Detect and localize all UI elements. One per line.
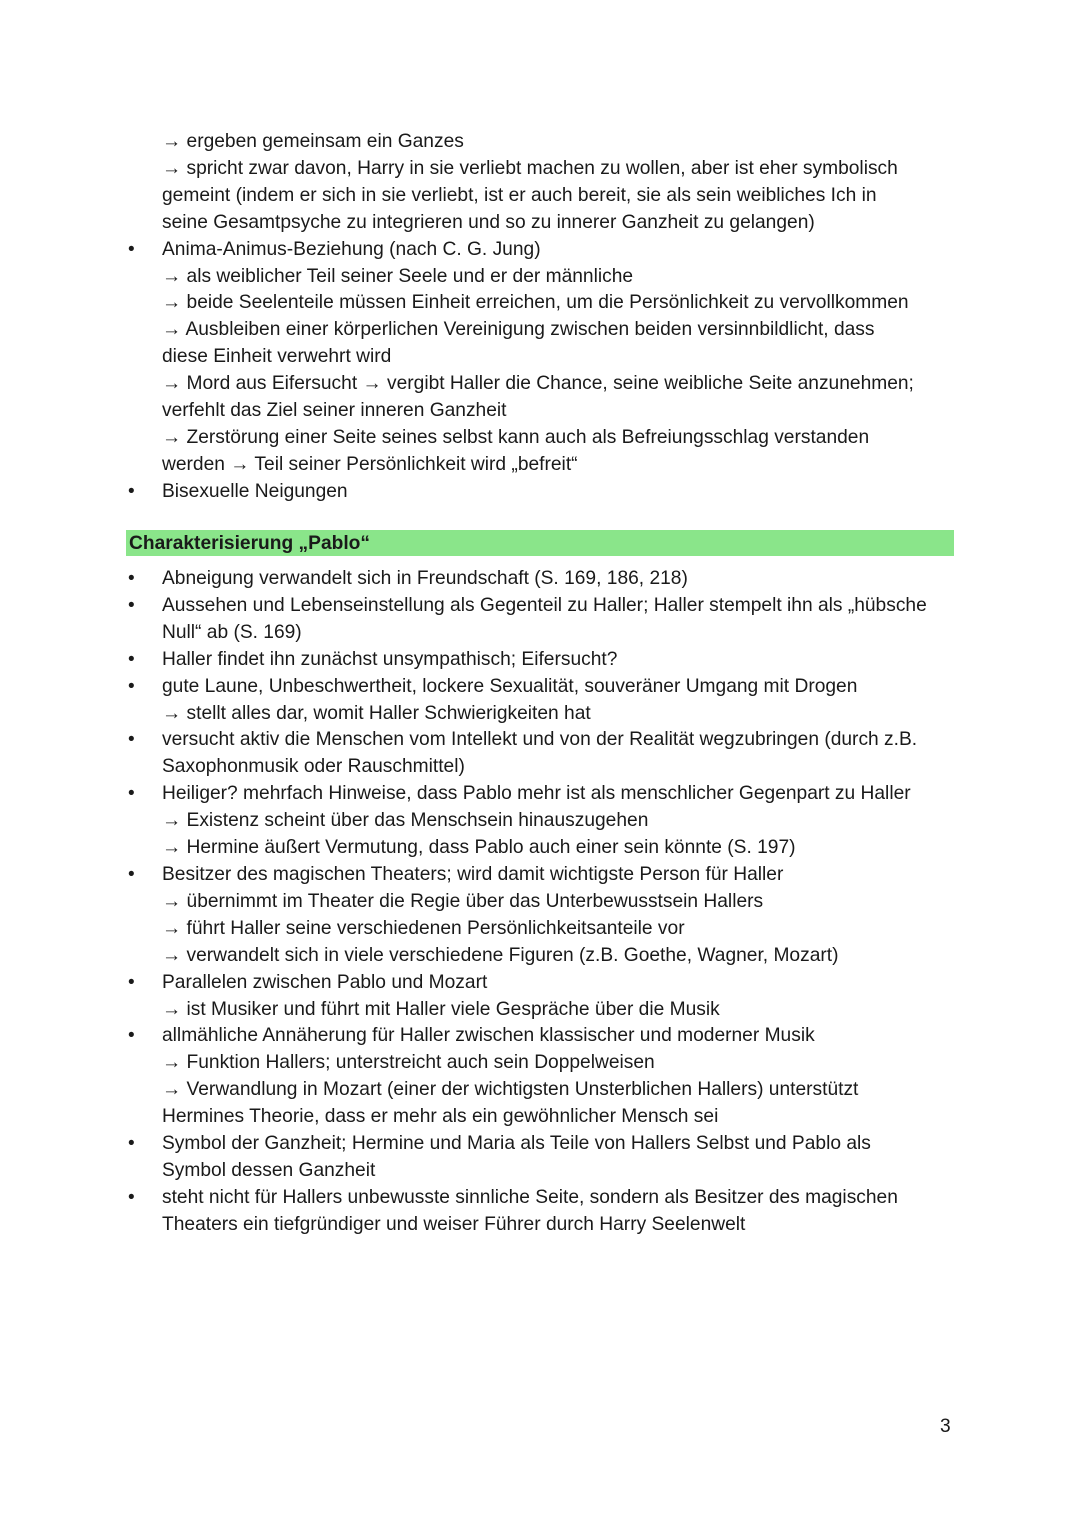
bullet-icon: •	[128, 480, 135, 502]
text-line: steht nicht für Hallers unbewusste sinnliche Seite, sondern als Besitzer des magischen	[162, 1186, 898, 1208]
text-line: gute Laune, Unbeschwertheit, lockere Sexualität, souveräner Umgang mit Drogen	[162, 675, 858, 697]
list-item	[128, 566, 958, 593]
text-line: diese Einheit verwehrt wird	[162, 346, 392, 368]
list-item	[128, 970, 958, 1024]
text-line: Symbol der Ganzheit; Hermine und Maria als Teile von Hallers Selbst und Pablo als	[162, 1133, 871, 1155]
text-line: werden → Teil seiner Persönlichkeit wird „befreit“	[162, 453, 578, 475]
bullet-icon: •	[128, 783, 135, 805]
list-item	[128, 1185, 958, 1239]
bullet-icon: •	[128, 675, 135, 697]
list-item	[128, 479, 958, 506]
text-line: → Mord aus Eifersucht → vergibt Haller die Chance, seine weibliche Seite anzunehmen;	[162, 373, 914, 395]
text-line: Hermines Theorie, dass er mehr als ein gewöhnlicher Mensch sei	[162, 1106, 719, 1128]
text-line: → Verwandlung in Mozart (einer der wichtigsten Unsterblichen Hallers) unterstützt	[162, 1079, 859, 1101]
text-line: verfehlt das Ziel seiner inneren Ganzheit	[162, 400, 507, 422]
text-line: → Ausbleiben einer körperlichen Vereinigung zwischen beiden versinnbildlicht, dass	[162, 319, 875, 341]
text-line: → spricht zwar davon, Harry in sie verliebt machen zu wollen, aber ist eher symbolisch	[162, 157, 898, 179]
bullet-icon: •	[128, 971, 135, 993]
list-item	[128, 674, 958, 728]
bullet-icon: •	[128, 729, 135, 751]
list-item	[128, 727, 958, 781]
text-line: Haller findet ihn zunächst unsympathisch; Eifersucht?	[162, 648, 618, 670]
text-line: → führt Haller seine verschiedenen Persönlichkeitsanteile vor	[162, 917, 685, 939]
text-line: → beide Seelenteile müssen Einheit erreichen, um die Persönlichkeit zu vervollkommen	[162, 292, 909, 314]
text-line: Saxophonmusik oder Rauschmittel)	[162, 756, 465, 778]
continuation-item	[128, 129, 958, 237]
text-line: Besitzer des magischen Theaters; wird damit wichtigste Person für Haller	[162, 863, 784, 885]
top-section	[128, 129, 958, 506]
bullet-icon: •	[128, 568, 135, 589]
text-line: → Funktion Hallers; unterstreicht auch sein Doppelweisen	[162, 1052, 655, 1074]
text-line: Symbol dessen Ganzheit	[162, 1159, 376, 1181]
list-item	[128, 1023, 958, 1131]
text-line: → Hermine äußert Vermutung, dass Pablo auch einer sein könnte (S. 197)	[162, 837, 796, 859]
text-line: Aussehen und Lebenseinstellung als Gegenteil zu Haller; Haller stempelt ihn als „hübsche	[162, 594, 927, 616]
text-line: Null“ ab (S. 169)	[162, 621, 302, 643]
text-line: gemeint (indem er sich in sie verliebt, ist er auch bereit, sie als sein weibliches Ich in	[162, 184, 877, 206]
text-line: Parallelen zwischen Pablo und Mozart	[162, 971, 488, 993]
text-line: → verwandelt sich in viele verschiedene Figuren (z.B. Goethe, Wagner, Mozart)	[162, 944, 839, 966]
text-line: Anima-Animus-Beziehung (nach C. G. Jung)	[162, 238, 541, 260]
bullet-icon: •	[128, 594, 135, 616]
section-heading: Charakterisierung „Pablo“	[126, 530, 954, 556]
text-line: → übernimmt im Theater die Regie über das Unterbewusstsein Hallers	[162, 890, 764, 912]
list-item	[128, 862, 958, 970]
list-item	[128, 593, 958, 647]
text-line: Theaters ein tiefgründiger und weiser Führer durch Harry Seelenwelt	[162, 1213, 746, 1235]
bullet-icon: •	[128, 238, 135, 260]
text-line: → als weiblicher Teil seiner Seele und er der männliche	[162, 265, 634, 287]
text-line: → ist Musiker und führt mit Haller viele Gespräche über die Musik	[162, 998, 720, 1020]
text-line: → ergeben gemeinsam ein Ganzes	[162, 131, 464, 152]
list-item	[128, 781, 958, 862]
bullet-icon: •	[128, 1186, 135, 1208]
pablo-section	[128, 566, 958, 1239]
bullet-icon: •	[128, 1025, 135, 1047]
list-item	[128, 647, 958, 674]
text-line: Abneigung verwandelt sich in Freundschaft (S. 169, 186, 218)	[162, 568, 688, 589]
text-line: → Zerstörung einer Seite seines selbst kann auch als Befreiungsschlag verstanden	[162, 426, 870, 448]
text-line: versucht aktiv die Menschen vom Intellekt und von der Realität wegzubringen (durch z.B.	[162, 729, 918, 751]
text-line: → stellt alles dar, womit Haller Schwierigkeiten hat	[162, 702, 591, 724]
text-line: → Existenz scheint über das Menschsein hinauszugehen	[162, 810, 649, 832]
list-item	[128, 237, 958, 479]
text-line: seine Gesamtpsyche zu integrieren und so zu innerer Ganzheit zu gelangen)	[162, 211, 815, 233]
list-item	[128, 1131, 958, 1185]
text-line: allmähliche Annäherung für Haller zwischen klassischer und moderner Musik	[162, 1025, 815, 1047]
text-line: Bisexuelle Neigungen	[162, 480, 348, 502]
bullet-icon: •	[128, 1133, 135, 1155]
text-line: Heiliger? mehrfach Hinweise, dass Pablo mehr ist als menschlicher Gegenpart zu Haller	[162, 783, 911, 805]
bullet-icon: •	[128, 648, 135, 670]
page-number: 3	[940, 1416, 951, 1437]
bullet-icon: •	[128, 863, 135, 885]
